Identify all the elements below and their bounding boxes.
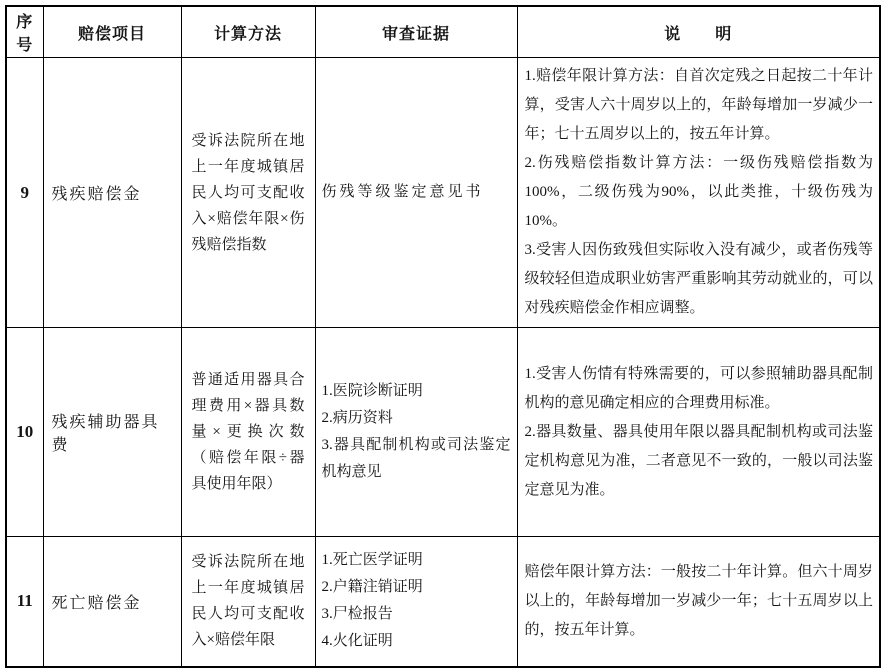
note-item: 赔偿年限计算方法：一般按二十年计算。但六十周岁以上的，年龄每增加一岁减少一年；七十五周岁以上的，按五年计算。 — [524, 563, 873, 638]
method-cell: 受诉法院所在地上一年度城镇居民人均可支配收入×赔偿年限×伤残赔偿指数 — [181, 58, 315, 328]
item-cell: 残疾赔偿金 — [43, 58, 181, 328]
evidence-item: 4.火化证明 — [321, 633, 393, 650]
evidence-item: 1.医院诊断证明 — [321, 383, 423, 399]
notes-cell — [517, 537, 880, 667]
header-序号: 序号 — [6, 6, 43, 58]
evidence-cell — [315, 328, 517, 537]
method-cell: 受诉法院所在地上一年度城镇居民人均可支配收入×赔偿年限 — [181, 537, 315, 667]
note-item: 1.赔偿年限计算方法：自首次定残之日起按二十年计算，受害人六十周岁以上的，年龄每增加一岁减少一年；七十五周岁以上的，按五年计算。 — [524, 68, 873, 142]
notes-cell — [517, 328, 880, 537]
evidence-item: 1.死亡医学证明 — [321, 552, 423, 569]
table-row — [6, 58, 880, 328]
evidence-item: 3.器具配制机构或司法鉴定机构意见 — [321, 437, 511, 480]
evidence-item: 3.尸检报告 — [321, 606, 393, 623]
evidence-item: 伤残等级鉴定意见书 — [321, 184, 484, 200]
header-说明: 说 明 — [517, 6, 880, 58]
row-number: 10 — [6, 328, 43, 537]
evidence-item: 2.户籍注销证明 — [321, 579, 423, 596]
table-row — [6, 537, 880, 667]
note-item: 3.受害人因伤致残但实际收入没有减少，或者伤残等级较轻但造成职业妨害严重影响其劳动就业的，可以对残疾赔偿金作相应调整。 — [524, 242, 873, 316]
compensation-table — [5, 5, 881, 668]
notes-cell — [517, 58, 880, 328]
table-row — [6, 328, 880, 537]
note-item: 2.器具数量、器具使用年限以器具配制机构或司法鉴定机构意见为准，二者意见不一致的，一般以司法鉴定意见为准。 — [524, 423, 873, 498]
header-赔偿项目: 赔偿项目 — [43, 6, 181, 58]
evidence-cell — [315, 58, 517, 328]
header-审查证据: 审查证据 — [315, 6, 517, 58]
method-cell: 普通适用器具合理费用×器具数量×更换次数（赔偿年限÷器具使用年限） — [181, 328, 315, 537]
row-number: 11 — [6, 537, 43, 667]
row-number: 9 — [6, 58, 43, 328]
note-item: 1.受害人伤情有特殊需要的，可以参照辅助器具配制机构的意见确定相应的合理费用标准。 — [524, 365, 873, 411]
evidence-item: 2.病历资料 — [321, 410, 393, 426]
evidence-cell — [315, 537, 517, 667]
header-计算方法: 计算方法 — [181, 6, 315, 58]
note-item: 2.伤残赔偿指数计算方法：一级伤残赔偿指数为100%，二级伤残为90%，以此类推，十级伤残为10%。 — [524, 155, 873, 229]
table-header-row — [6, 6, 880, 58]
item-cell: 死亡赔偿金 — [43, 537, 181, 667]
item-cell: 残疾辅助器具费 — [43, 328, 181, 537]
